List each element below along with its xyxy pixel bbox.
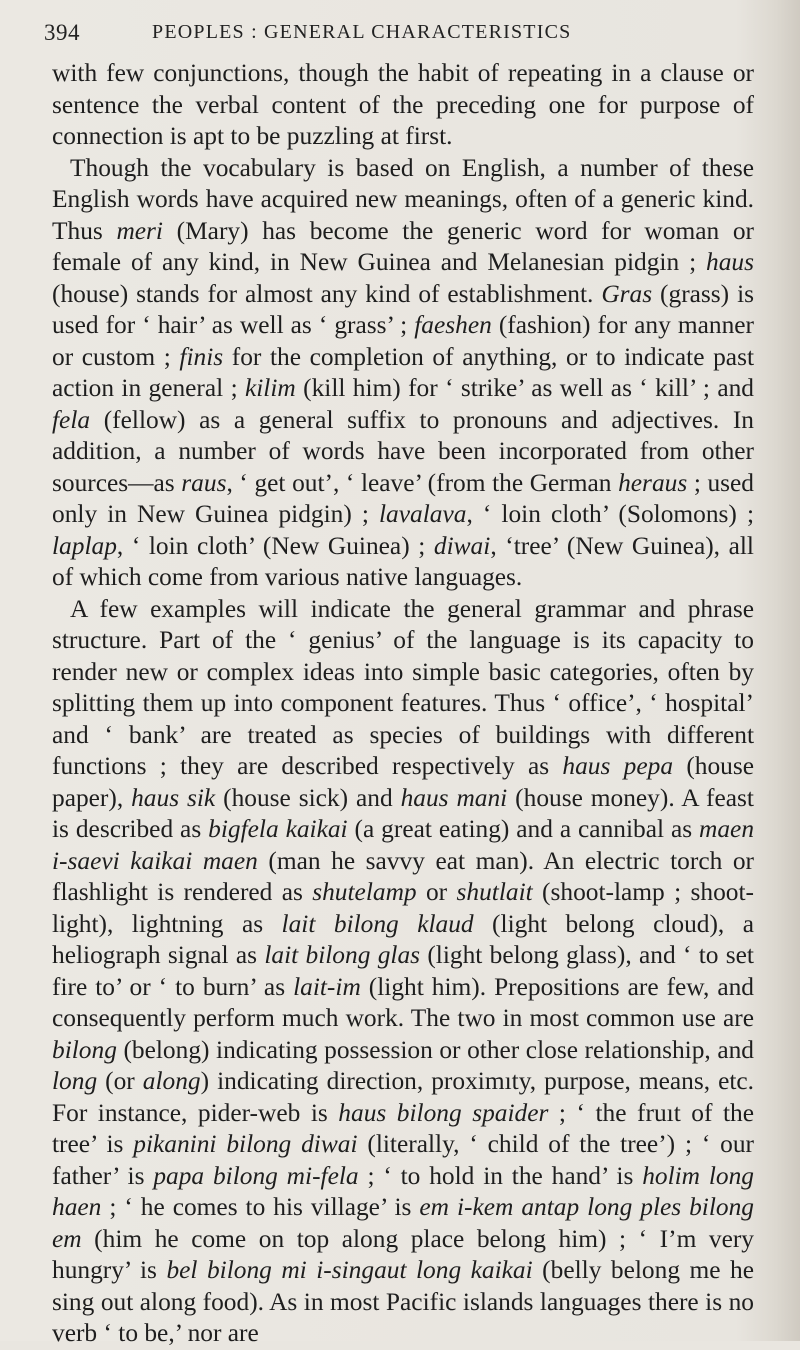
text-run: (man he savvy eat man). An electric torch or flashlight is rendered as — [52, 846, 754, 906]
text-run: (shoot-lamp ; shoot-light), lightning as — [52, 878, 754, 938]
italic-term: holim long haen — [52, 1161, 755, 1221]
italic-term: shutlait — [456, 878, 533, 906]
text-run: (kill him) for ‘ strike’ as well as ‘ kill’ ; and — [295, 374, 754, 402]
italic-term: along — [142, 1067, 201, 1095]
text-run: , ‘tree’ (New Guinea), all of which come from various native languages. — [52, 531, 754, 591]
text-run: (belly belong me he sing out along food). As in most Pacific islands languages there is no verb ‘ to be,’ nor are — [52, 1256, 754, 1347]
text-run: (grass) is used for ‘ hair’ as well as ‘ grass’ ; — [52, 279, 754, 339]
text-run: (house) stands for almost any kind of establishment. — [52, 279, 602, 308]
text-run: (fellow) as a general suffix to pronouns and adjectives. In addition, a number of words have been incorporated from other sources—as — [52, 405, 754, 497]
text-run: , ‘ loin cloth’ (Solomons) ; — [466, 500, 754, 528]
paragraph-3 — [52, 594, 754, 1350]
text-run: (house sick) and — [215, 783, 401, 812]
paragraph-1 — [52, 58, 754, 153]
italic-term: heraus — [618, 468, 688, 497]
italic-term: haus pepa — [562, 752, 674, 780]
text-run: for the completion of anything, or to indicate past action in general ; — [52, 342, 754, 402]
text-run: (belong) indicating possession or other close relationship, and — [116, 1035, 754, 1064]
italic-term: bel bilong mi i-singaut long kaikai — [166, 1256, 533, 1284]
body-text — [52, 58, 754, 1350]
text-run: (Mary) has become the generic word for woman or female of any kind, in New Guinea and Melanesian pidgin ; — [52, 216, 754, 276]
text-run: (house paper), — [52, 752, 755, 812]
paragraph-2 — [52, 153, 754, 594]
text-run: (him he come on top along place belong him) ; ‘ I’m very hungry’ is — [52, 1224, 754, 1284]
text-run: or — [416, 878, 457, 906]
italic-term: long — [52, 1067, 98, 1095]
italic-term: meri — [116, 216, 163, 245]
italic-term: papa bilong mi-fela — [153, 1161, 359, 1190]
text-run: , ‘ get out’, ‘ leave’ (from the German — [226, 468, 619, 497]
text-run: (house money). A feast is described as — [52, 783, 754, 843]
italic-term: haus mani — [400, 783, 508, 812]
text-run: A few examples will indicate the general grammar and phrase structure. Part of the ‘ genius’ of the language is its capacity to render new or complex ideas into simple basic categories, often by splitting them up into component features. Thus ‘ office’, ‘ hospital’ and ‘ bank’ are treated as species of buildings with different functions ; they are described respectively as — [52, 594, 754, 780]
italic-term: laplap — [52, 531, 117, 560]
italic-term: faeshen — [414, 311, 492, 339]
text-run: (a great eating) and a cannibal as — [347, 815, 700, 843]
italic-term: haus — [706, 248, 754, 276]
italic-term: lait bilong glas — [264, 941, 421, 969]
italic-term: pikanini bilong diwai — [133, 1130, 358, 1158]
italic-term: maen i-saevi kaikai maen — [52, 815, 755, 875]
page-header — [44, 20, 744, 54]
text-run: (light belong cloud), a heliograph signal as — [52, 909, 754, 969]
italic-term: finis — [179, 342, 224, 371]
page-number: 394 — [44, 20, 80, 45]
italic-term: bigfela kaikai — [208, 815, 348, 843]
text-run: ; used only in New Guinea pidgin) ; — [52, 468, 755, 528]
italic-term: kilim — [244, 374, 296, 402]
text-run: ; ‘ he comes to his village’ is — [101, 1193, 420, 1221]
text-run: (literally, ‘ child of the tree’) ; ‘ our father’ is — [52, 1130, 755, 1190]
text-run: (light belong glass), and ‘ to set fire to’ or ‘ to burn’ as — [52, 941, 754, 1001]
italic-term: fela — [52, 405, 91, 434]
italic-term: lait-im — [293, 972, 361, 1001]
italic-term: lavalava — [379, 500, 467, 528]
italic-term: shutelamp — [312, 878, 417, 906]
text-run: , ‘ loin cloth’ (New Guinea) ; — [116, 531, 434, 560]
text-run: (light him). Prepositions are few, and consequently perform much work. The two in most common use are — [52, 972, 754, 1032]
italic-term: lait bilong klaud — [281, 909, 474, 938]
running-head: PEOPLES : GENERAL CHARACTERISTICS — [152, 21, 572, 43]
italic-term: haus bilong spaider — [338, 1098, 549, 1127]
text-run: Though the vocabulary is based on English, a number of these English words have acquired new meanings, often of a generic kind. Thus — [52, 153, 754, 245]
text-run: (or — [97, 1067, 143, 1095]
italic-term: em i-kem antap long ples bilong em — [52, 1193, 755, 1253]
italic-term: haus sik — [131, 783, 216, 812]
text-run: with few conjunctions, though the habit of repeating in a clause or sentence the verbal content of the preceding one for purpose of connection is apt to be puzzling at first. — [52, 59, 754, 150]
text-run: ; ‘ the fruıt of the tree’ is — [52, 1098, 754, 1158]
text-run: ) indicating direction, proximıty, purpose, means, etc. For instance, pider-web is — [52, 1067, 755, 1127]
italic-term: diwai — [433, 531, 491, 560]
italic-term: Gras — [601, 279, 653, 308]
italic-term: raus — [181, 468, 227, 497]
text-run: (fashion) for any manner or custom ; — [52, 311, 754, 371]
italic-term: bilong — [52, 1035, 117, 1064]
text-run: ; ‘ to hold in the hand’ is — [358, 1161, 643, 1190]
